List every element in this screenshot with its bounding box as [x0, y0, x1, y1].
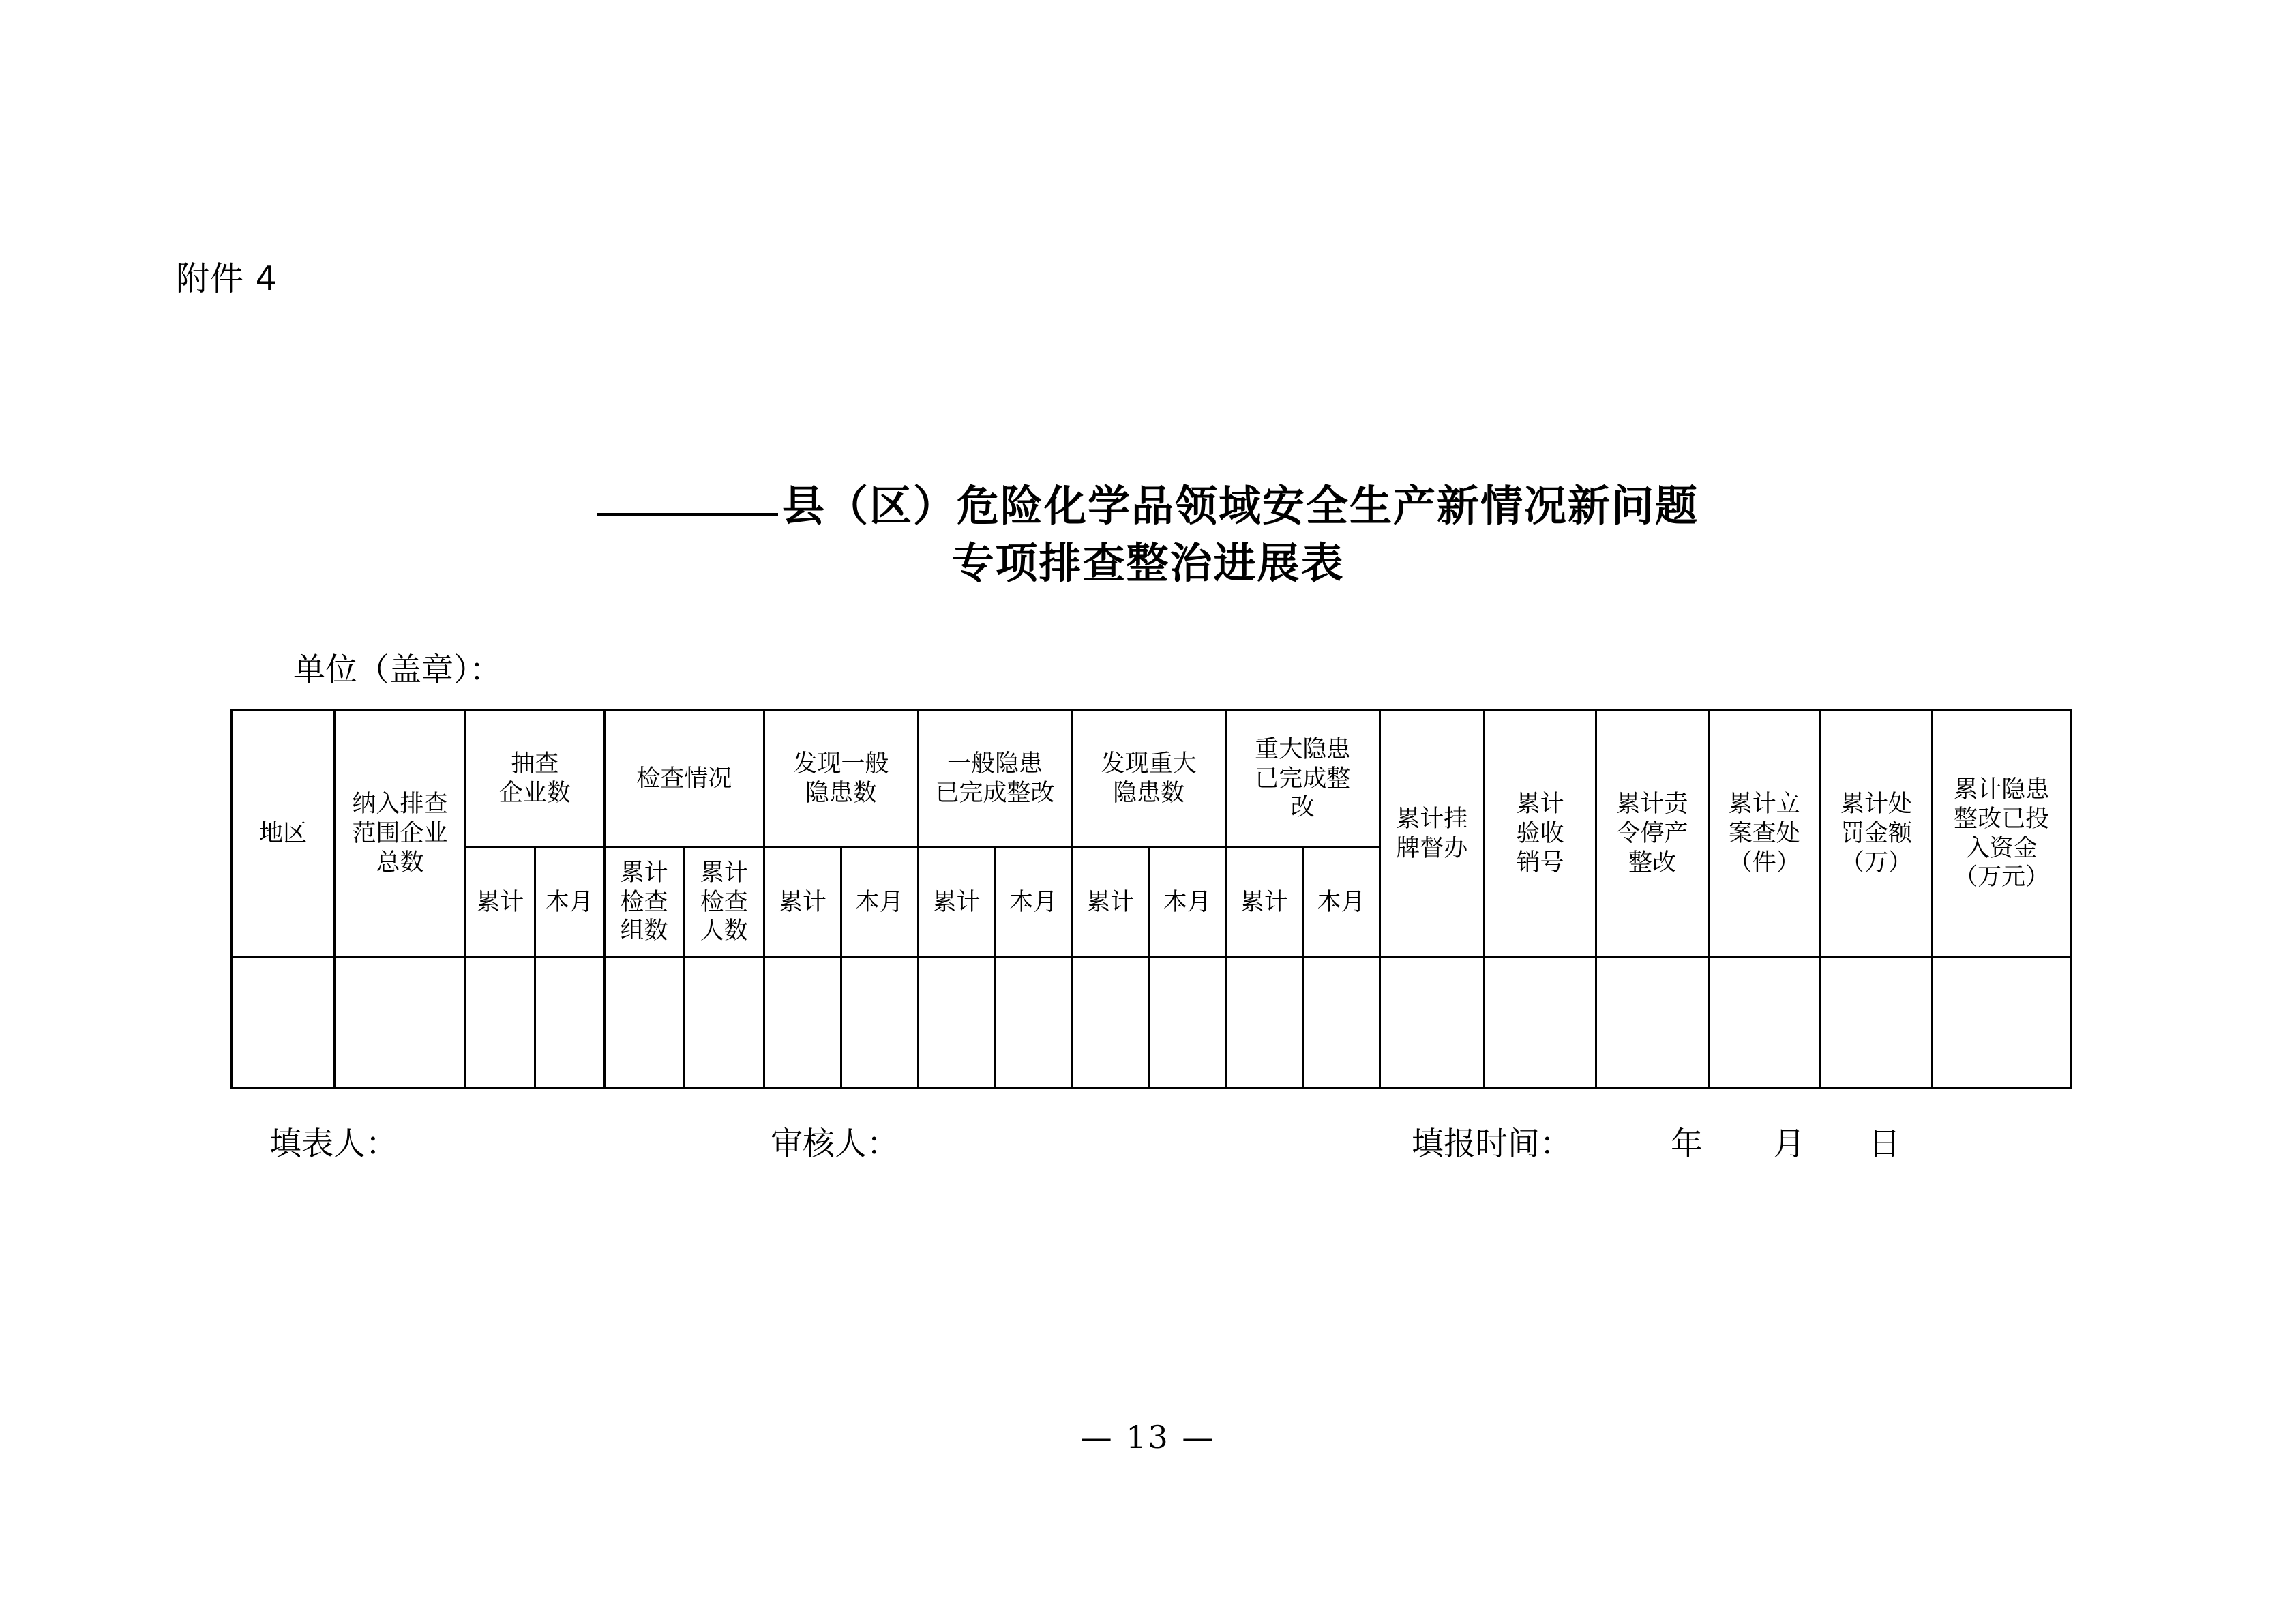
header-listed-supervision: 累计挂 牌督办	[1380, 711, 1484, 958]
header-ordered-suspension: 累计责 令停产 整改	[1596, 711, 1708, 958]
header-sampled-enterprises: 抽查 企业数	[465, 711, 604, 848]
cell-maj-found-cumulative[interactable]	[1072, 958, 1149, 1088]
cell-gen-found-month[interactable]	[841, 958, 918, 1088]
cell-gen-found-cumulative[interactable]	[764, 958, 841, 1088]
cell-gen-rect-month[interactable]	[995, 958, 1072, 1088]
header-inspection-status: 检查情况	[604, 711, 764, 848]
cell-gen-rect-cumulative[interactable]	[918, 958, 995, 1088]
subheader-gen-found-cumulative: 累计	[764, 848, 841, 958]
subheader-gen-rect-cumulative: 累计	[918, 848, 995, 958]
subheader-inspection-groups: 累计 检查 组数	[604, 848, 684, 958]
cell-case-filings[interactable]	[1708, 958, 1820, 1088]
header-total-enterprises: 纳入排查 范围企业 总数	[335, 711, 466, 958]
cell-penalty-amount[interactable]	[1820, 958, 1932, 1088]
subheader-sampled-month: 本月	[535, 848, 604, 958]
page-number: — 13 —	[1080, 1419, 1216, 1456]
cell-inspection-persons[interactable]	[684, 958, 764, 1088]
header-region: 地区	[232, 711, 335, 958]
footer-reviewer-label: 审核人：	[771, 1125, 899, 1163]
footer-day-label: 日	[1868, 1125, 1900, 1163]
cell-ordered-suspension[interactable]	[1596, 958, 1708, 1088]
cell-region[interactable]	[232, 958, 335, 1088]
subheader-maj-found-month: 本月	[1149, 848, 1226, 958]
cell-maj-rect-cumulative[interactable]	[1225, 958, 1302, 1088]
footer-year-label: 年	[1671, 1125, 1703, 1163]
subheader-maj-found-cumulative: 累计	[1072, 848, 1149, 958]
table-row	[232, 958, 2071, 1088]
header-acceptance-cancel: 累计 验收 销号	[1484, 711, 1596, 958]
unit-seal-label: 单位（盖章）：	[293, 651, 502, 689]
cell-listed-supervision[interactable]	[1380, 958, 1484, 1088]
header-case-filings: 累计立 案查处 （件）	[1708, 711, 1820, 958]
footer-report-time-label: 填报时间：	[1412, 1125, 1572, 1163]
header-general-hazards-rectified: 一般隐患 已完成整改	[918, 711, 1072, 848]
progress-table	[230, 709, 2072, 1089]
attachment-label: 附件 4	[176, 259, 278, 298]
title-line-2: 专项排查整治进展表	[951, 537, 1345, 588]
cell-investment[interactable]	[1933, 958, 2071, 1088]
cell-maj-rect-month[interactable]	[1302, 958, 1380, 1088]
header-investment: 累计隐患 整改已投 入资金 （万元）	[1933, 711, 2071, 958]
header-general-hazards-found: 发现一般 隐患数	[764, 711, 919, 848]
subheader-gen-rect-month: 本月	[995, 848, 1072, 958]
header-major-hazards-rectified: 重大隐患 已完成整 改	[1225, 711, 1380, 848]
header-penalty-amount: 累计处 罚金额 （万）	[1820, 711, 1932, 958]
cell-acceptance-cancel[interactable]	[1484, 958, 1596, 1088]
title-blank-underline	[597, 513, 778, 516]
cell-sampled-cumulative[interactable]	[465, 958, 535, 1088]
title-line-1: 县（区）危险化学品领域安全生产新情况新问题	[781, 481, 1699, 531]
cell-maj-found-month[interactable]	[1149, 958, 1226, 1088]
page-title	[0, 477, 2296, 591]
cell-inspection-groups[interactable]	[604, 958, 684, 1088]
footer-month-label: 月	[1773, 1125, 1805, 1163]
header-major-hazards-found: 发现重大 隐患数	[1072, 711, 1226, 848]
subheader-gen-found-month: 本月	[841, 848, 918, 958]
subheader-inspection-persons: 累计 检查 人数	[684, 848, 764, 958]
subheader-maj-rect-month: 本月	[1302, 848, 1380, 958]
subheader-sampled-cumulative: 累计	[465, 848, 535, 958]
cell-total-enterprises[interactable]	[335, 958, 466, 1088]
subheader-maj-rect-cumulative: 累计	[1225, 848, 1302, 958]
table-header-row-1	[232, 711, 2071, 848]
footer-filler-label: 填表人：	[269, 1125, 398, 1163]
cell-sampled-month[interactable]	[535, 958, 604, 1088]
